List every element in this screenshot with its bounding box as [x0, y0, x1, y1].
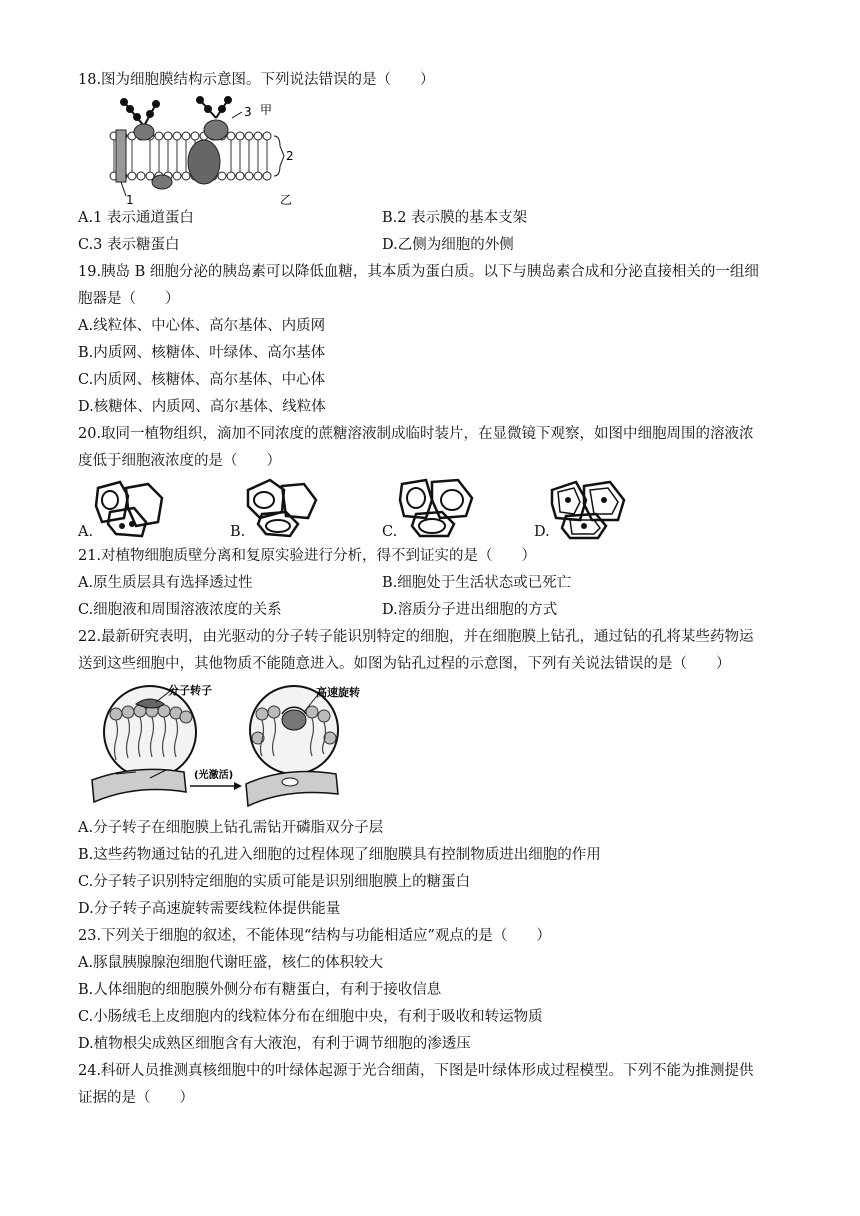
- molecular-rotor-figure: [86, 684, 376, 814]
- q23-option-b: B.人体细胞的细胞膜外侧分布有糖蛋白，有利于接收信息: [78, 982, 442, 998]
- q20-stem-line1: 20.取同一植物组织，滴加不同浓度的蔗糖溶液制成临时装片，在显微镜下观察，如图中细胞周围的溶液浓: [78, 426, 754, 442]
- q19-option-a: A.线粒体、中心体、高尔基体、内质网: [78, 318, 326, 334]
- plant-cells-figure-b: [244, 476, 324, 538]
- label-1: 1: [126, 193, 134, 206]
- q18-option-a: A.1 表示通道蛋白: [78, 210, 194, 226]
- q22-stem-line1: 22.最新研究表明，由光驱动的分子转子能识别特定的细胞，并在细胞膜上钻孔，通过钻的孔将某些药物运: [78, 629, 754, 645]
- q21-option-a: A.原生质层具有选择透过性: [78, 575, 253, 591]
- label-molecular-rotor: 分子转子: [168, 684, 212, 697]
- plant-cells-figure-a: [92, 478, 172, 538]
- q22-option-a: A.分子转子在细胞膜上钻孔需钻开磷脂双分子层: [78, 820, 384, 836]
- q20-option-c: C.: [382, 524, 398, 540]
- q18-option-c: C.3 表示糖蛋白: [78, 237, 180, 253]
- q22-option-d: D.分子转子高速旋转需要线粒体提供能量: [78, 901, 341, 917]
- q23-option-c: C.小肠绒毛上皮细胞内的线粒体分布在细胞中央，有利于吸收和转运物质: [78, 1009, 543, 1025]
- plant-cells-figure-c: [396, 476, 480, 538]
- q19-stem-line1: 19.胰岛 B 细胞分泌的胰岛素可以降低血糖，其本质为蛋白质。以下与胰岛素合成和分泌直接相关的一组细: [78, 264, 759, 280]
- q23-option-a: A.豚鼠胰腺腺泡细胞代谢旺盛，核仁的体积较大: [78, 955, 384, 971]
- q18-option-b: B.2 表示膜的基本支架: [382, 210, 528, 226]
- label-high-speed-rotation: 高速旋转: [316, 686, 360, 699]
- q20-option-a: A.: [78, 524, 94, 540]
- q22-option-c: C.分子转子识别特定细胞的实质可能是识别细胞膜上的糖蛋白: [78, 874, 471, 890]
- q21-option-c: C.细胞液和周围溶液浓度的关系: [78, 602, 282, 618]
- q23-option-d: D.植物根尖成熟区细胞含有大液泡，有利于调节细胞的渗透压: [78, 1036, 471, 1052]
- q21-option-b: B.细胞处于生活状态或已死亡: [382, 575, 572, 591]
- q23-stem: 23.下列关于细胞的叙述，不能体现“结构与功能相适应”观点的是（ ）: [78, 928, 551, 944]
- q19-stem-line2: 胞器是（ ）: [78, 291, 180, 307]
- label-jia: 甲: [260, 103, 273, 117]
- q24-stem-line2: 证据的是（ ）: [78, 1090, 194, 1106]
- q24-stem-line1: 24.科研人员推测真核细胞中的叶绿体起源于光合细菌，下图是叶绿体形成过程模型。下列不能为推测提供: [78, 1063, 754, 1079]
- label-2: 2: [286, 149, 294, 163]
- label-light-activated: (光激活): [194, 770, 234, 781]
- q20-stem-line2: 度低于细胞液浓度的是（ ）: [78, 453, 281, 469]
- q21-option-d: D.溶质分子进出细胞的方式: [382, 602, 558, 618]
- q22-option-b: B.这些药物通过钻的孔进入细胞的过程体现了细胞膜具有控制物质进出细胞的作用: [78, 847, 601, 863]
- q18-option-d: D.乙侧为细胞的外侧: [382, 237, 514, 253]
- label-3: 3: [244, 105, 252, 119]
- q19-option-d: D.核糖体、内质网、高尔基体、线粒体: [78, 399, 326, 415]
- q19-option-b: B.内质网、核糖体、叶绿体、高尔基体: [78, 345, 326, 361]
- q18-stem: 18.图为细胞膜结构示意图。下列说法错误的是（ ）: [78, 72, 435, 88]
- q21-stem: 21.对植物细胞质壁分离和复原实验进行分析，得不到证实的是（ ）: [78, 548, 537, 564]
- plant-cells-figure-d: [548, 478, 632, 540]
- q19-option-c: C.内质网、核糖体、高尔基体、中心体: [78, 372, 326, 388]
- label-yi: 乙: [280, 193, 293, 206]
- q22-stem-line2: 送到这些细胞中，其他物质不能随意进入。如图为钻孔过程的示意图，下列有关说法错误的是（ ）: [78, 656, 731, 672]
- q20-option-d: D.: [534, 524, 550, 540]
- cell-membrane-figure: [104, 96, 304, 206]
- q20-option-b: B.: [230, 524, 246, 540]
